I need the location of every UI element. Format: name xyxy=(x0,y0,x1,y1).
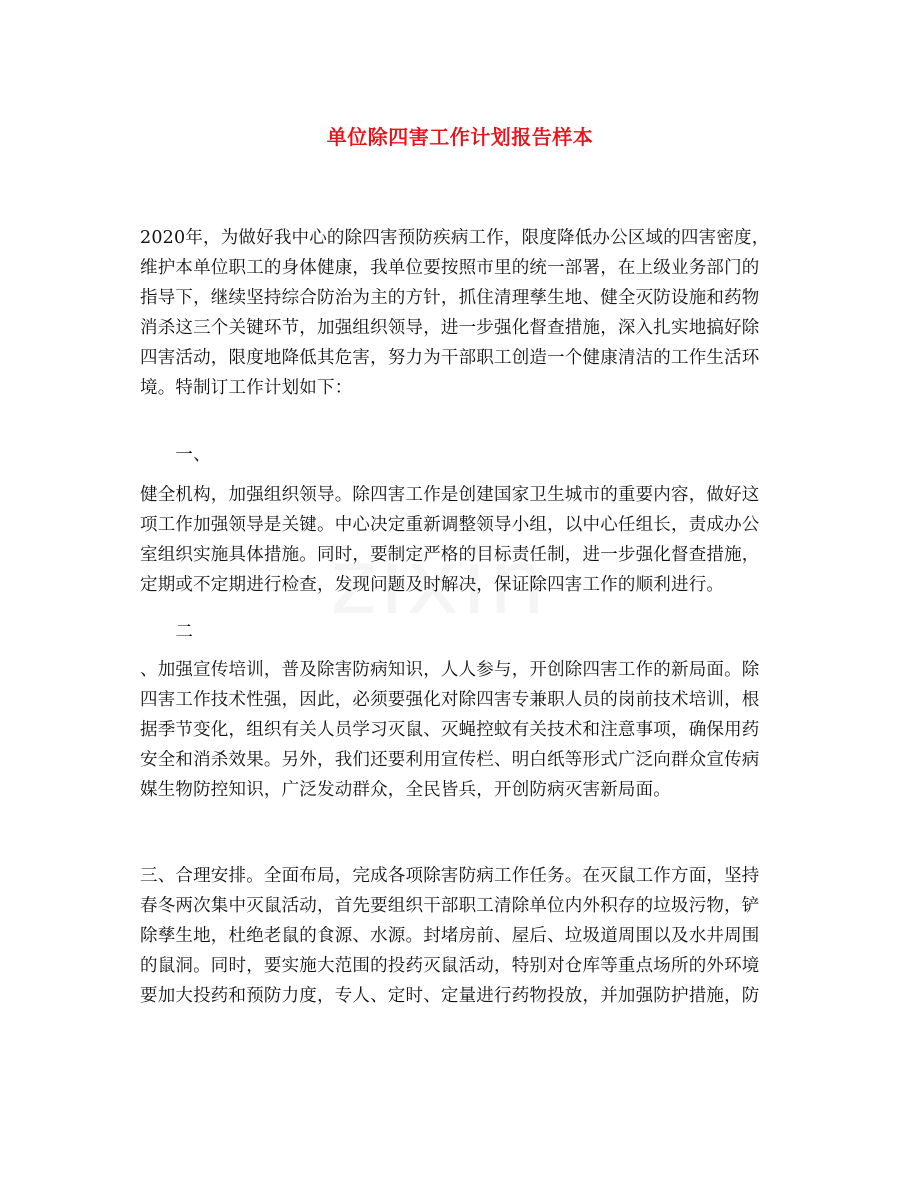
body-line: 四害工作技术性强，因此，必须要强化对除四害专兼职人员的岗前技术培训，根 xyxy=(140,690,760,710)
body-line: 、加强宣传培训，普及除害防病知识，人人参与，开创除四害工作的新局面。除 xyxy=(140,660,760,680)
body-line: 的鼠洞。同时，要实施大范围的投药灭鼠活动，特别对仓库等重点场所的外环境 xyxy=(140,956,760,976)
body-line: 2020年，为做好我中心的除四害预防疾病工作，限度降低办公区域的四害密度， xyxy=(140,228,770,248)
body-line: 室组织实施具体措施。同时，要制定严格的目标责任制，进一步强化督查措施， xyxy=(140,545,760,565)
body-line: 健全机构，加强组织领导。除四害工作是创建国家卫生城市的重要内容，做好这 xyxy=(140,485,760,505)
body-line: 二 xyxy=(140,622,194,642)
body-line: 一、 xyxy=(140,445,211,465)
body-line: 三、合理安排。全面布局，完成各项除害防病工作任务。在灭鼠工作方面，坚持 xyxy=(140,866,760,886)
body-line: 据季节变化，组织有关人员学习灭鼠、灭蝇控蚊有关技术和注意事项，确保用药 xyxy=(140,720,760,740)
document-title: 单位除四害工作计划报告样本 xyxy=(326,125,594,149)
body-line: 安全和消杀效果。另外，我们还要利用宣传栏、明白纸等形式广泛向群众宣传病 xyxy=(140,750,760,770)
body-line: 境。特制订工作计划如下： xyxy=(140,378,353,398)
body-line: 项工作加强领导是关键。中心决定重新调整领导小组，以中心任组长，责成办公 xyxy=(140,515,760,535)
body-line: 指导下，继续坚持综合防治为主的方针，抓住清理孳生地、健全灭防设施和药物 xyxy=(140,288,760,308)
body-line: 除孳生地，杜绝老鼠的食源、水源。封堵房前、屋后、垃圾道周围以及水井周围 xyxy=(140,926,760,946)
body-line: 维护本单位职工的身体健康，我单位要按照市里的统一部署，在上级业务部门的 xyxy=(140,258,760,278)
body-line: 春冬两次集中灭鼠活动，首先要组织干部职工清除单位内外积存的垃圾污物，铲 xyxy=(140,896,760,916)
body-line: 定期或不定期进行检查，发现问题及时解决，保证除四害工作的顺利进行。 xyxy=(140,575,725,595)
body-line: 要加大投药和预防力度，专人、定时、定量进行药物投放，并加强防护措施，防 xyxy=(140,986,760,1006)
body-line: 媒生物防控知识，广泛发动群众，全民皆兵，开创防病灭害新局面。 xyxy=(140,780,671,800)
body-line: 四害活动，限度地降低其危害，努力为干部职工创造一个健康清洁的工作生活环 xyxy=(140,348,760,368)
body-line: 消杀这三个关键环节，加强组织领导，进一步强化督查措施，深入扎实地搞好除 xyxy=(140,318,760,338)
